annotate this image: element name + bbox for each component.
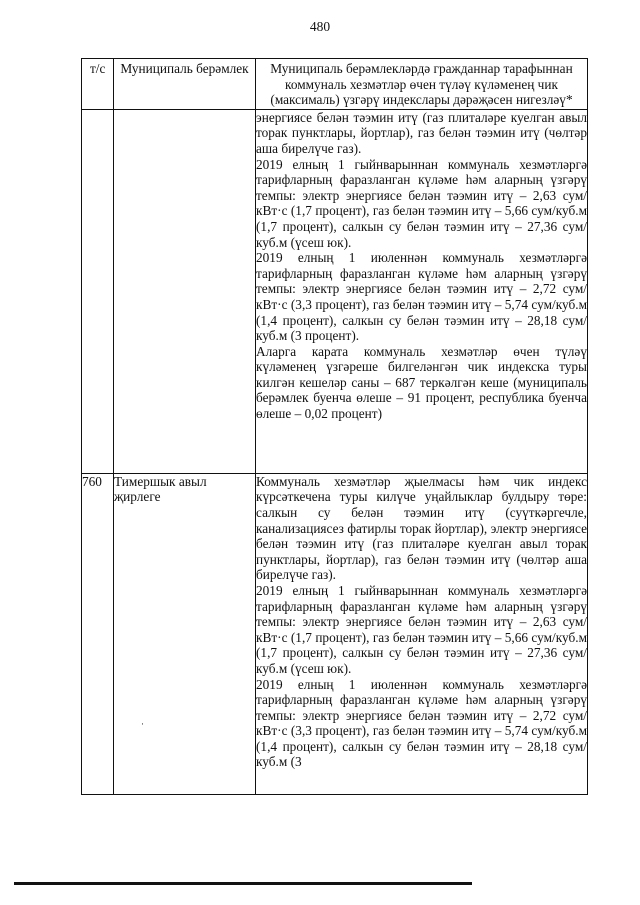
row-description xyxy=(256,473,588,794)
row-description xyxy=(256,109,588,473)
paragraph: 2019 елның 1 июленнән коммуналь хезмәтләргә тарифларның фаразланган күләме һәм аларның үзгәрү темпы: электр энергиясе белән тәэмин итү – 2,72 сум/кВт·с (3,3 процент), газ белән тәэмин итү – 5,74 сум/куб.м (1,4 процент), салкын су белән тәэмин итү – 28,18 сум/куб.м (3 xyxy=(256,676,587,770)
table-row xyxy=(82,473,588,794)
header-municipality: Муниципаль берәмлек xyxy=(114,59,256,110)
paragraph: энергиясе белән тәэмин итү (газ плиталәре куелган авыл торак пунктлары, йортлар), газ белән тәэмин итү (чөлтәр аша бирелүче газ). xyxy=(256,109,587,156)
table-header-row xyxy=(82,59,588,110)
row-municipality: Тимершык авыл җирлеге xyxy=(114,473,256,794)
row-number xyxy=(82,109,114,473)
paragraph: 2019 елның 1 гыйнварыннан коммуналь хезмәтләргә тарифларның фаразланган күләме һәм аларның үзгәрү темпы: электр энергиясе белән тәэмин итү – 2,63 сум/кВт·с (1,7 процент), газ белән тәэмин итү – 5,66 сум/куб.м (1,7 процент), салкын су белән тәэмин итү – 27,36 сум/куб.м (үсеш юк). xyxy=(256,156,587,250)
table-row xyxy=(82,109,588,473)
paragraph: Аларга карата коммуналь хезмәтләр өчен түләү күләменең үзгәреше билгеләнгән чик индекска туры килгән кешеләр саны – 687 теркәлгән кеше (муниципаль берәмлек буенча өлеше – 91 процент, республика буенча өлеше – 0,02 процент) xyxy=(256,343,587,422)
row-number: 760 xyxy=(82,473,114,794)
header-number: т/с xyxy=(82,59,114,110)
footer-rule xyxy=(14,882,472,885)
header-description: Муниципаль берәмлекләрдә гражданнар тарафыннан коммуналь хезмәтләр өчен түләү күләменең чик (максималь) үзгәрү индекслары дәрәҗәсен нигезләү* xyxy=(256,59,588,110)
indices-table xyxy=(81,58,588,795)
page-number: 480 xyxy=(309,19,331,34)
paragraph: 2019 елның 1 июленнән коммуналь хезмәтләргә тарифларның фаразланган күләме һәм аларның үзгәрү темпы: электр энергиясе белән тәэмин итү – 2,72 сум/кВт·с (3,3 процент), газ белән тәэмин итү – 5,74 сум/куб.м (1,4 процент), салкын су белән тәэмин итү – 28,18 сум/куб.м (3 процент). xyxy=(256,250,587,344)
paragraph: 2019 елның 1 гыйнварыннан коммуналь хезмәтләргә тарифларның фаразланган күләме һәм аларның үзгәрү темпы: электр энергиясе белән тәэмин итү – 2,63 сум/кВт·с (1,7 процент), газ белән тәэмин итү – 5,66 сум/куб.м (1,7 процент), салкын су белән тәэмин итү – 27,36 сум/куб.м (үсеш юк). xyxy=(256,582,587,676)
paragraph: Коммуналь хезмәтләр җыелмасы һәм чик индекс күрсәткечена туры килүче уңайлыклар булдыру төре: салкын су белән тәэмин итү (суүткәргечле, канализациясез фатирлы торак йортлар), электр энергиясе белән тәэмин итү (газ плиталәре куелган авыл торак пунктлары, йортлар), газ белән тәэмин итү (чөлтәр аша бирелүче газ). xyxy=(256,473,587,583)
row-municipality xyxy=(114,109,256,473)
scan-speck: · xyxy=(141,719,144,729)
